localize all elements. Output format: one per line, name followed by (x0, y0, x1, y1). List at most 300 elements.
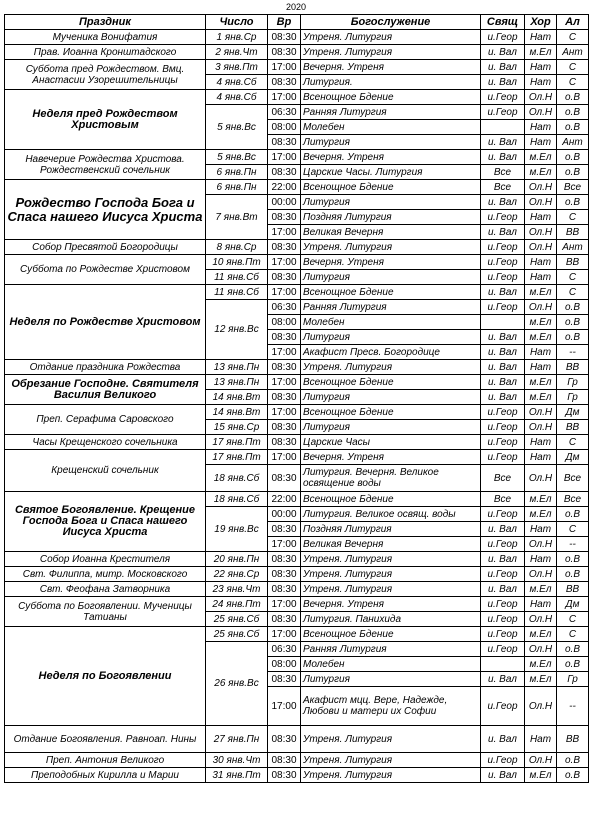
service-cell: Акафист Пресв. Богородице (301, 345, 481, 360)
choir-cell: м.Ел (525, 390, 557, 405)
time-cell: 08:00 (268, 120, 301, 135)
time-cell: 06:30 (268, 300, 301, 315)
priest-cell: и.Геор (481, 642, 525, 657)
choir-cell: Нат (525, 522, 557, 537)
table-row (5, 567, 589, 582)
altar-cell: о.В (557, 150, 589, 165)
choir-cell: Нат (525, 360, 557, 375)
choir-cell: м.Ел (525, 45, 557, 60)
choir-cell: м.Ел (525, 627, 557, 642)
col-header-choir: Хор (525, 15, 557, 30)
choir-cell: Ол.Н (525, 687, 557, 726)
time-cell: 22:00 (268, 492, 301, 507)
date-cell: 5 янв.Вс (206, 105, 268, 150)
table-row (5, 375, 589, 390)
service-cell: Акафист мцц. Вере, Надежде, Любови и матери их Софии (301, 687, 481, 726)
table-row (5, 405, 589, 420)
table-row (5, 180, 589, 195)
choir-cell: Ол.Н (525, 180, 557, 195)
date-cell: 23 янв.Чт (206, 582, 268, 597)
date-cell: 18 янв.Сб (206, 492, 268, 507)
date-cell: 5 янв.Вс (206, 150, 268, 165)
table-row (5, 255, 589, 270)
priest-cell: и. Вал (481, 582, 525, 597)
choir-cell: Ол.Н (525, 90, 557, 105)
date-cell: 1 янв.Ср (206, 30, 268, 45)
service-cell: Утреня. Литургия (301, 768, 481, 783)
time-cell: 22:00 (268, 180, 301, 195)
date-cell: 18 янв.Сб (206, 465, 268, 492)
priest-cell: Все (481, 180, 525, 195)
time-cell: 17:00 (268, 90, 301, 105)
time-cell: 08:30 (268, 567, 301, 582)
choir-cell: Нат (525, 726, 557, 753)
altar-cell: Гр (557, 390, 589, 405)
altar-cell: С (557, 270, 589, 285)
service-cell: Литургия (301, 330, 481, 345)
priest-cell: и.Геор (481, 240, 525, 255)
date-cell: 25 янв.Сб (206, 627, 268, 642)
priest-cell: и.Геор (481, 300, 525, 315)
holiday-cell: Отдание Богоявления. Равноап. Нины (5, 726, 206, 753)
service-cell: Литургия (301, 420, 481, 435)
priest-cell: Все (481, 465, 525, 492)
time-cell: 08:30 (268, 330, 301, 345)
time-cell: 08:30 (268, 210, 301, 225)
choir-cell: Ол.Н (525, 753, 557, 768)
choir-cell: м.Ел (525, 582, 557, 597)
date-cell: 8 янв.Ср (206, 240, 268, 255)
service-cell: Вечерня. Утреня (301, 150, 481, 165)
choir-cell: Нат (525, 450, 557, 465)
service-cell: Царские Часы (301, 435, 481, 450)
priest-cell: и.Геор (481, 450, 525, 465)
time-cell: 17:00 (268, 345, 301, 360)
col-header-service: Богослужение (301, 15, 481, 30)
altar-cell: С (557, 60, 589, 75)
table-row (5, 435, 589, 450)
date-cell: 25 янв.Сб (206, 612, 268, 627)
altar-cell: С (557, 522, 589, 537)
service-cell: Всенощное Бдение (301, 375, 481, 390)
service-cell: Молебен (301, 120, 481, 135)
time-cell: 08:30 (268, 465, 301, 492)
col-header-date: Число (206, 15, 268, 30)
choir-cell: Ол.Н (525, 537, 557, 552)
holiday-cell: Свт. Филиппа, митр. Московского (5, 567, 206, 582)
table-row (5, 45, 589, 60)
time-cell: 08:30 (268, 522, 301, 537)
altar-cell: ВВ (557, 582, 589, 597)
holiday-cell: Свт. Феофана Затворника (5, 582, 206, 597)
altar-cell: о.В (557, 507, 589, 522)
priest-cell (481, 657, 525, 672)
date-cell: 4 янв.Сб (206, 75, 268, 90)
altar-cell: о.В (557, 315, 589, 330)
priest-cell: и. Вал (481, 60, 525, 75)
date-cell: 4 янв.Сб (206, 90, 268, 105)
date-cell: 15 янв.Ср (206, 420, 268, 435)
choir-cell: Нат (525, 75, 557, 90)
holiday-cell: Обрезание Господне. Святителя Василия Великого (5, 375, 206, 405)
time-cell: 17:00 (268, 450, 301, 465)
altar-cell: Все (557, 465, 589, 492)
choir-cell: Нат (525, 435, 557, 450)
altar-cell: Ант (557, 135, 589, 150)
priest-cell: и.Геор (481, 420, 525, 435)
priest-cell: и. Вал (481, 225, 525, 240)
date-cell: 13 янв.Пн (206, 375, 268, 390)
altar-cell: о.В (557, 90, 589, 105)
choir-cell: Нат (525, 597, 557, 612)
altar-cell: о.В (557, 105, 589, 120)
table-row (5, 627, 589, 642)
holiday-cell: Преподобных Кирилла и Марии (5, 768, 206, 783)
date-cell: 10 янв.Пт (206, 255, 268, 270)
priest-cell: и.Геор (481, 687, 525, 726)
time-cell: 08:00 (268, 657, 301, 672)
service-cell: Всенощное Бдение (301, 180, 481, 195)
choir-cell: Нат (525, 210, 557, 225)
altar-cell: С (557, 627, 589, 642)
priest-cell: и. Вал (481, 375, 525, 390)
holiday-cell: Суббота пред Рождеством. Вмц. Анастасии Узорешительницы (5, 60, 206, 90)
holiday-cell: Преп. Антония Великого (5, 753, 206, 768)
altar-cell: Дм (557, 597, 589, 612)
choir-cell: м.Ел (525, 330, 557, 345)
choir-cell: Нат (525, 135, 557, 150)
date-cell: 2 янв.Чт (206, 45, 268, 60)
date-cell: 30 янв.Чт (206, 753, 268, 768)
holiday-cell: Святое Богоявление. Крещение Господа Бога и Спаса нашего Иисуса Христа (5, 492, 206, 552)
table-row (5, 150, 589, 165)
choir-cell: м.Ел (525, 672, 557, 687)
table-row (5, 450, 589, 465)
date-cell: 13 янв.Пн (206, 360, 268, 375)
time-cell: 08:30 (268, 75, 301, 90)
priest-cell: и.Геор (481, 507, 525, 522)
time-cell: 08:30 (268, 435, 301, 450)
time-cell: 17:00 (268, 597, 301, 612)
date-cell: 6 янв.Пн (206, 165, 268, 180)
time-cell: 08:30 (268, 135, 301, 150)
choir-cell: Нат (525, 345, 557, 360)
priest-cell: и.Геор (481, 627, 525, 642)
altar-cell: о.В (557, 657, 589, 672)
service-cell: Утреня. Литургия (301, 753, 481, 768)
holiday-cell: Неделя по Богоявлении (5, 627, 206, 726)
time-cell: 06:30 (268, 105, 301, 120)
priest-cell: и. Вал (481, 360, 525, 375)
service-cell: Утреня. Литургия (301, 240, 481, 255)
service-cell: Вечерня. Утреня (301, 597, 481, 612)
service-cell: Ранняя Литургия (301, 105, 481, 120)
priest-cell: и. Вал (481, 726, 525, 753)
time-cell: 08:30 (268, 390, 301, 405)
priest-cell: и. Вал (481, 150, 525, 165)
priest-cell: и.Геор (481, 537, 525, 552)
table-row (5, 582, 589, 597)
service-cell: Литургия. Панихида (301, 612, 481, 627)
time-cell: 08:30 (268, 582, 301, 597)
priest-cell: и.Геор (481, 210, 525, 225)
choir-cell: Нат (525, 552, 557, 567)
time-cell: 08:30 (268, 360, 301, 375)
priest-cell: и. Вал (481, 195, 525, 210)
holiday-cell: Неделя пред Рождеством Христовым (5, 90, 206, 150)
altar-cell: о.В (557, 642, 589, 657)
time-cell: 17:00 (268, 405, 301, 420)
date-cell: 17 янв.Пт (206, 450, 268, 465)
holiday-cell: Собор Иоанна Крестителя (5, 552, 206, 567)
service-cell: Поздняя Литургия (301, 210, 481, 225)
time-cell: 08:30 (268, 753, 301, 768)
time-cell: 08:30 (268, 552, 301, 567)
altar-cell: Гр (557, 375, 589, 390)
choir-cell: Ол.Н (525, 612, 557, 627)
service-cell: Молебен (301, 315, 481, 330)
altar-cell: ВВ (557, 255, 589, 270)
priest-cell: и.Геор (481, 405, 525, 420)
service-cell: Литургия. Великое освящ. воды (301, 507, 481, 522)
time-cell: 08:00 (268, 315, 301, 330)
choir-cell: Ол.Н (525, 420, 557, 435)
priest-cell: и. Вал (481, 135, 525, 150)
choir-cell: м.Ел (525, 657, 557, 672)
priest-cell: и. Вал (481, 522, 525, 537)
priest-cell: Все (481, 165, 525, 180)
choir-cell: Ол.Н (525, 465, 557, 492)
time-cell: 17:00 (268, 60, 301, 75)
priest-cell: Все (481, 492, 525, 507)
priest-cell: и.Геор (481, 105, 525, 120)
service-cell: Всенощное Бдение (301, 492, 481, 507)
time-cell: 08:30 (268, 165, 301, 180)
date-cell: 24 янв.Пт (206, 597, 268, 612)
time-cell: 17:00 (268, 150, 301, 165)
service-cell: Великая Вечерня (301, 537, 481, 552)
priest-cell (481, 120, 525, 135)
service-cell: Ранняя Литургия (301, 300, 481, 315)
choir-cell: Нат (525, 120, 557, 135)
altar-cell: Дм (557, 405, 589, 420)
date-cell: 7 янв.Вт (206, 195, 268, 240)
priest-cell: и.Геор (481, 255, 525, 270)
table-row (5, 360, 589, 375)
service-cell: Утреня. Литургия (301, 726, 481, 753)
date-cell: 22 янв.Ср (206, 567, 268, 582)
altar-cell: Гр (557, 672, 589, 687)
service-cell: Великая Вечерня (301, 225, 481, 240)
altar-cell: о.В (557, 567, 589, 582)
priest-cell: и. Вал (481, 345, 525, 360)
holiday-cell: Суббота по Богоявлении. Мученицы Татианы (5, 597, 206, 627)
time-cell: 17:00 (268, 375, 301, 390)
choir-cell: м.Ел (525, 150, 557, 165)
choir-cell: Нат (525, 60, 557, 75)
choir-cell: Ол.Н (525, 405, 557, 420)
service-cell: Литургия (301, 390, 481, 405)
altar-cell: о.В (557, 165, 589, 180)
holiday-cell: Суббота по Рождестве Христовом (5, 255, 206, 285)
service-cell: Литургия (301, 135, 481, 150)
holiday-cell: Крещенский сочельник (5, 450, 206, 492)
time-cell: 08:30 (268, 612, 301, 627)
priest-cell: и. Вал (481, 390, 525, 405)
time-cell: 08:30 (268, 420, 301, 435)
time-cell: 17:00 (268, 285, 301, 300)
col-header-time: Вр (268, 15, 301, 30)
altar-cell: С (557, 435, 589, 450)
table-row (5, 726, 589, 753)
service-cell: Всенощное Бдение (301, 90, 481, 105)
service-cell: Литургия (301, 195, 481, 210)
service-cell: Утреня. Литургия (301, 582, 481, 597)
header-row (5, 15, 589, 30)
time-cell: 00:00 (268, 195, 301, 210)
date-cell: 12 янв.Вс (206, 300, 268, 360)
holiday-cell: Преп. Серафима Саровского (5, 405, 206, 435)
choir-cell: м.Ел (525, 507, 557, 522)
choir-cell: Ол.Н (525, 240, 557, 255)
table-row (5, 30, 589, 45)
priest-cell: и.Геор (481, 90, 525, 105)
time-cell: 17:00 (268, 255, 301, 270)
priest-cell: и.Геор (481, 597, 525, 612)
priest-cell: и. Вал (481, 768, 525, 783)
date-cell: 19 янв.Вс (206, 507, 268, 552)
table-row (5, 753, 589, 768)
table-row (5, 240, 589, 255)
service-cell: Царские Часы. Литургия (301, 165, 481, 180)
choir-cell: м.Ел (525, 315, 557, 330)
altar-cell: С (557, 210, 589, 225)
altar-cell: С (557, 75, 589, 90)
table-row (5, 552, 589, 567)
col-header-priest: Свящ (481, 15, 525, 30)
time-cell: 08:30 (268, 768, 301, 783)
altar-cell: Дм (557, 450, 589, 465)
priest-cell: и.Геор (481, 612, 525, 627)
time-cell: 17:00 (268, 627, 301, 642)
table-row (5, 597, 589, 612)
altar-cell: о.В (557, 300, 589, 315)
schedule-table (4, 14, 589, 783)
altar-cell: Ант (557, 45, 589, 60)
priest-cell: и. Вал (481, 330, 525, 345)
choir-cell: Ол.Н (525, 567, 557, 582)
altar-cell: -- (557, 537, 589, 552)
altar-cell: о.В (557, 768, 589, 783)
choir-cell: м.Ел (525, 375, 557, 390)
service-cell: Литургия (301, 672, 481, 687)
date-cell: 11 янв.Сб (206, 285, 268, 300)
altar-cell: о.В (557, 195, 589, 210)
service-cell: Всенощное Бдение (301, 285, 481, 300)
service-cell: Утреня. Литургия (301, 360, 481, 375)
priest-cell: и.Геор (481, 30, 525, 45)
holiday-cell: Собор Пресвятой Богородицы (5, 240, 206, 255)
holiday-cell: Мученика Вонифатия (5, 30, 206, 45)
holiday-cell: Часы Крещенского сочельника (5, 435, 206, 450)
choir-cell: м.Ел (525, 285, 557, 300)
altar-cell: С (557, 612, 589, 627)
col-header-holiday: Праздник (5, 15, 206, 30)
priest-cell (481, 315, 525, 330)
service-cell: Всенощное Бдение (301, 405, 481, 420)
time-cell: 17:00 (268, 225, 301, 240)
priest-cell: и.Геор (481, 567, 525, 582)
holiday-cell: Отдание праздника Рождества (5, 360, 206, 375)
time-cell: 17:00 (268, 537, 301, 552)
choir-cell: Ол.Н (525, 642, 557, 657)
date-cell: 3 янв.Пт (206, 60, 268, 75)
service-cell: Ранняя Литургия (301, 642, 481, 657)
altar-cell: о.В (557, 120, 589, 135)
priest-cell: и. Вал (481, 45, 525, 60)
holiday-cell: Прав. Иоанна Кронштадского (5, 45, 206, 60)
year-label: 2020 (285, 2, 307, 12)
service-cell: Вечерня. Утреня (301, 60, 481, 75)
service-cell: Всенощное Бдение (301, 627, 481, 642)
time-cell: 08:30 (268, 726, 301, 753)
time-cell: 08:30 (268, 240, 301, 255)
service-cell: Молебен (301, 657, 481, 672)
choir-cell: Ол.Н (525, 225, 557, 240)
altar-cell: ВВ (557, 225, 589, 240)
holiday-cell: Неделя по Рождестве Христовом (5, 285, 206, 360)
date-cell: 14 янв.Вт (206, 390, 268, 405)
altar-cell: ВВ (557, 420, 589, 435)
time-cell: 17:00 (268, 687, 301, 726)
choir-cell: м.Ел (525, 165, 557, 180)
altar-cell: Ант (557, 240, 589, 255)
table-row (5, 768, 589, 783)
altar-cell: о.В (557, 330, 589, 345)
altar-cell: о.В (557, 753, 589, 768)
date-cell: 27 янв.Пн (206, 726, 268, 753)
choir-cell: Нат (525, 255, 557, 270)
time-cell: 08:30 (268, 270, 301, 285)
choir-cell: Нат (525, 270, 557, 285)
service-cell: Литургия (301, 270, 481, 285)
choir-cell: м.Ел (525, 768, 557, 783)
altar-cell: -- (557, 687, 589, 726)
service-cell: Литургия. Вечерня. Великое освящение воды (301, 465, 481, 492)
priest-cell: и. Вал (481, 672, 525, 687)
service-cell: Вечерня. Утреня (301, 450, 481, 465)
service-cell: Литургия. (301, 75, 481, 90)
choir-cell: Ол.Н (525, 300, 557, 315)
altar-cell: Все (557, 492, 589, 507)
priest-cell: и.Геор (481, 435, 525, 450)
time-cell: 08:30 (268, 672, 301, 687)
date-cell: 14 янв.Вт (206, 405, 268, 420)
service-cell: Вечерня. Утреня (301, 255, 481, 270)
table-row (5, 90, 589, 105)
date-cell: 11 янв.Сб (206, 270, 268, 285)
priest-cell: и. Вал (481, 552, 525, 567)
altar-cell: о.В (557, 552, 589, 567)
priest-cell: и.Геор (481, 753, 525, 768)
service-cell: Утреня. Литургия (301, 30, 481, 45)
priest-cell: и.Геор (481, 270, 525, 285)
date-cell: 6 янв.Пн (206, 180, 268, 195)
choir-cell: м.Ел (525, 492, 557, 507)
choir-cell: Ол.Н (525, 195, 557, 210)
service-cell: Утреня. Литургия (301, 567, 481, 582)
date-cell: 17 янв.Пт (206, 435, 268, 450)
